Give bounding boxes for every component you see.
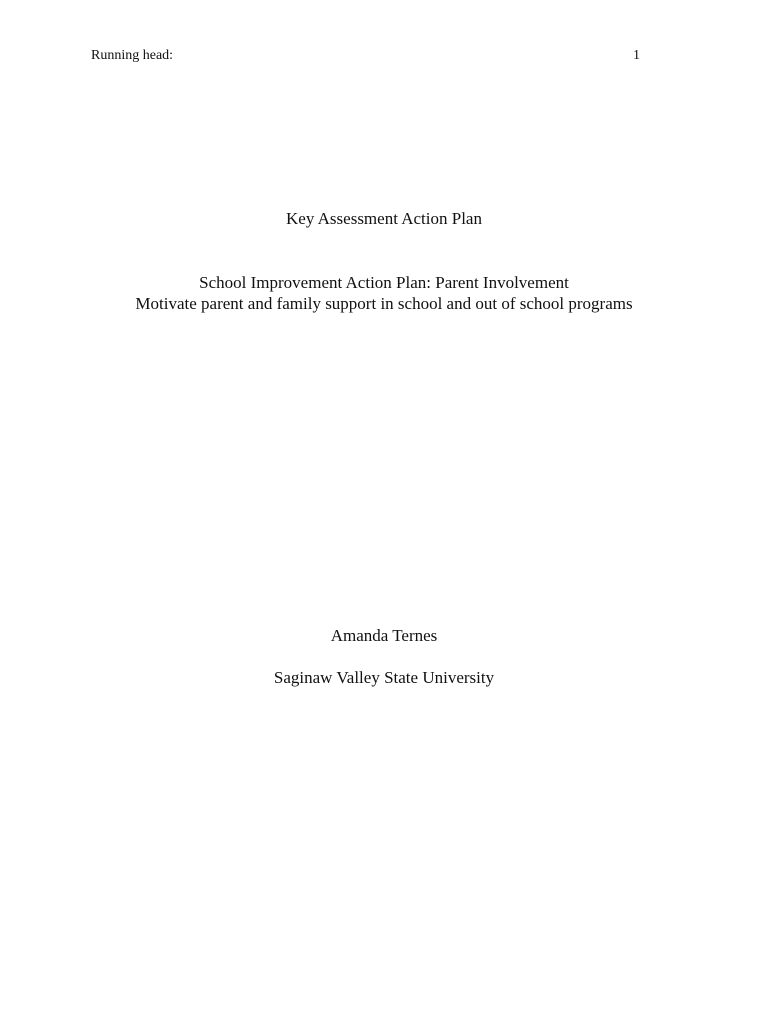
running-head: Running head: — [91, 48, 174, 63]
author-name: Amanda Ternes — [330, 626, 438, 645]
institution-name: Saginaw Valley State University — [273, 668, 495, 687]
page-number: 1 — [633, 48, 640, 63]
plan-subtitle: Motivate parent and family support in school and out of school programs — [135, 294, 633, 313]
plan-title: School Improvement Action Plan: Parent Involvement — [199, 273, 569, 292]
page-header — [91, 46, 640, 66]
document-title: Key Assessment Action Plan — [286, 209, 482, 228]
